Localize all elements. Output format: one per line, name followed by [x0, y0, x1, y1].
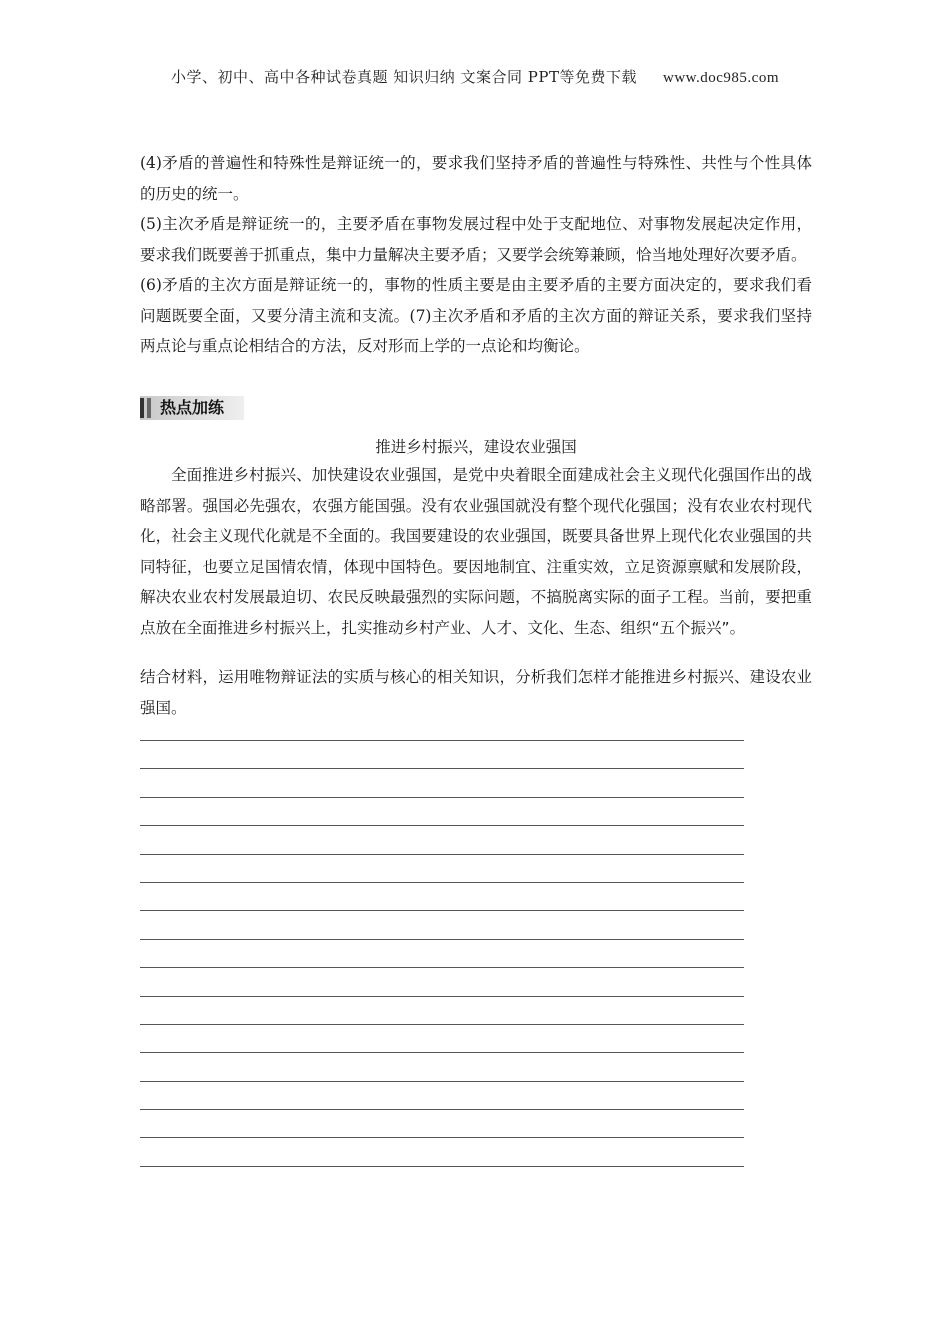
question-text: 结合材料，运用唯物辩证法的实质与核心的相关知识，分析我们怎样才能推进乡村振兴、建设农业强国。: [140, 668, 812, 717]
point-4: (4)矛盾的普遍性和特殊性是辩证统一的，要求我们坚持矛盾的普遍性与特殊性、共性与个性具体的历史的统一。: [140, 154, 812, 203]
section-bar-icon-2: [147, 398, 151, 418]
page-header: [0, 66, 950, 87]
answer-line[interactable]: [140, 1024, 744, 1052]
answer-line[interactable]: [140, 910, 744, 938]
answer-line[interactable]: [140, 1052, 744, 1080]
answer-line[interactable]: [140, 768, 744, 796]
material-title: 推进乡村振兴，建设农业强国: [375, 438, 577, 456]
answer-line[interactable]: [140, 1109, 744, 1137]
header-url[interactable]: www.doc985.com: [662, 70, 779, 86]
answer-lines[interactable]: [140, 740, 744, 1194]
point-5: (5)主次矛盾是辩证统一的，主要矛盾在事物发展过程中处于支配地位、对事物发展起决定作用，要求我们既要善于抓重点，集中力量解决主要矛盾；又要学会统筹兼顾，恰当地处理好次要矛盾。: [140, 215, 812, 264]
answer-line[interactable]: [140, 854, 744, 882]
answer-line[interactable]: [140, 939, 744, 967]
section-label: [140, 396, 244, 420]
answer-line[interactable]: [140, 797, 744, 825]
material-body: 全面推进乡村振兴、加快建设农业强国，是党中央着眼全面建成社会主义现代化强国作出的战略部署。强国必先强农，农强方能国强。没有农业强国就没有整个现代化强国；没有农业农村现代化，社会主义现代化就是不全面的。我国要建设的农业强国，既要具备世界上现代化农业强国的共同特征，也要立足国情农情，体现中国特色。要因地制宜、注重实效，立足资源禀赋和发展阶段，解决农业农村发展最迫切、农民反映最强烈的实际问题，不搞脱离实际的面子工程。当前，要把重点放在全面推进乡村振兴上，扎实推动乡村产业、人才、文化、生态、组织“五个振兴”。: [140, 466, 812, 637]
answer-line[interactable]: [140, 825, 744, 853]
answer-line[interactable]: [140, 996, 744, 1024]
point-6-7: (6)矛盾的主次方面是辩证统一的，事物的性质主要是由主要矛盾的主要方面决定的，要求我们看问题既要全面，又要分清主流和支流。(7)主次矛盾和矛盾的主次方面的辩证关系，要求我们坚持两点论与重点论相结合的方法，反对形而上学的一点论和均衡论。: [140, 276, 812, 355]
knowledge-points: [140, 148, 812, 362]
answer-line[interactable]: [140, 740, 744, 768]
answer-line[interactable]: [140, 1166, 744, 1194]
section-bar-icon: [140, 398, 144, 418]
answer-line[interactable]: [140, 1081, 744, 1109]
answer-line[interactable]: [140, 1137, 744, 1165]
section-label-text: 热点加练: [160, 398, 225, 417]
answer-line[interactable]: [140, 967, 744, 995]
answer-line[interactable]: [140, 882, 744, 910]
header-text: 小学、初中、高中各种试卷真题 知识归纳 文案合同 PPT等免费下载: [170, 68, 637, 86]
